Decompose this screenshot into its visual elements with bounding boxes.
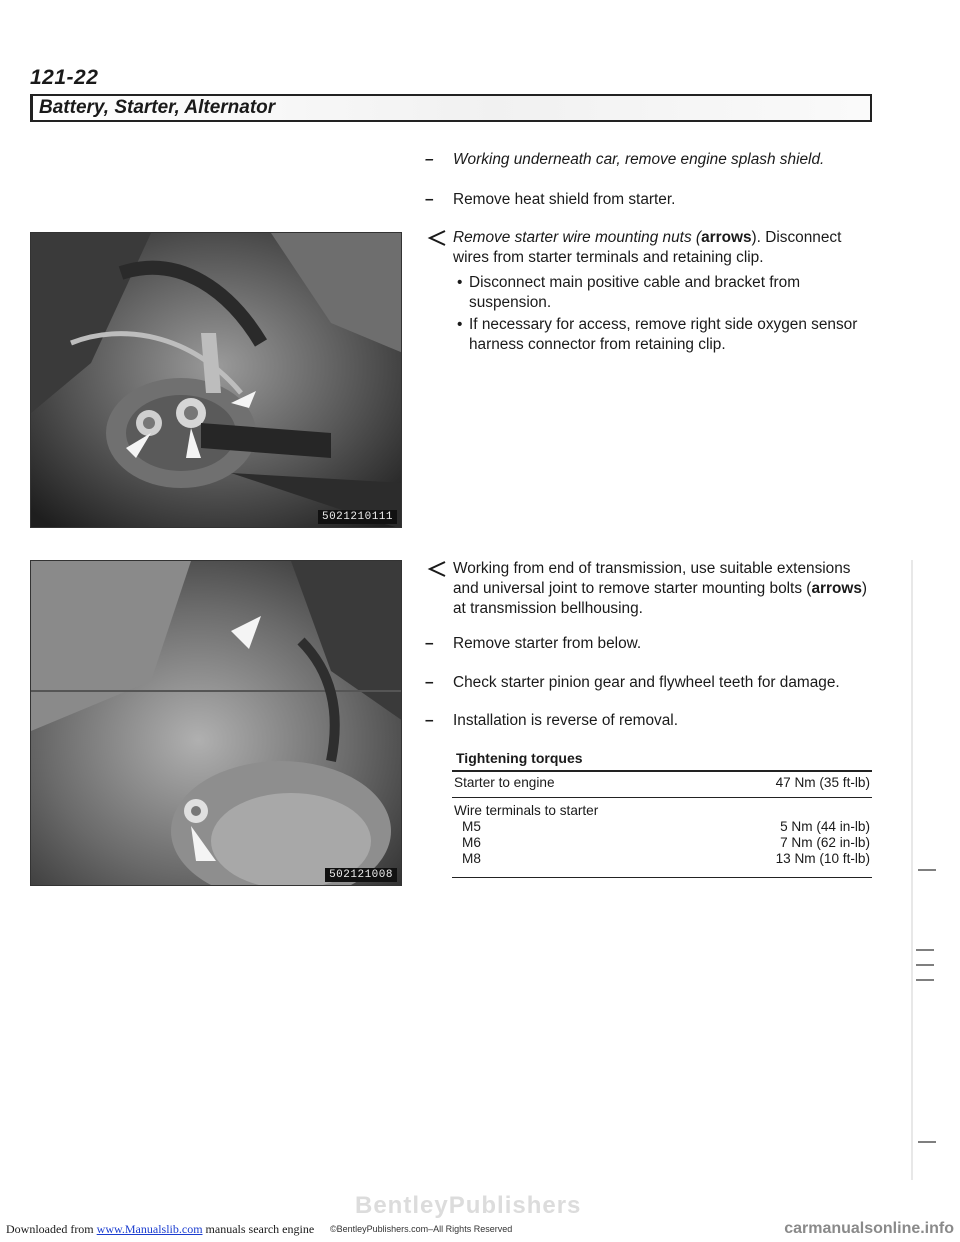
step-remove-heat-shield xyxy=(425,190,875,210)
download-footer xyxy=(6,1222,314,1237)
step-text-end: ). Disconnect wires from starter terminals and retaining clip. xyxy=(453,229,842,266)
bullet-marker: • xyxy=(457,316,463,333)
step-text-start: Remove starter wire mounting nuts ( xyxy=(453,229,702,246)
starter-mounting-bolts-photo xyxy=(30,560,402,886)
table-row xyxy=(452,819,872,835)
step-text: Remove heat shield from starter. xyxy=(453,191,676,208)
copyright-notice: ©BentleyPublishers.com–All Rights Reserved xyxy=(330,1224,513,1234)
table-row xyxy=(452,851,872,867)
torque-value: 5 Nm (44 in-lb) xyxy=(780,819,870,834)
torque-label: M8 xyxy=(462,851,481,866)
torque-label: Wire terminals to starter xyxy=(454,803,599,818)
torque-table-wire-terminals xyxy=(452,803,872,867)
table-row xyxy=(452,803,872,819)
torque-value: 7 Nm (62 in-lb) xyxy=(780,835,870,850)
left-arrow-icon xyxy=(427,229,447,253)
torque-label: Starter to engine xyxy=(454,775,555,790)
starter-photo-graphic xyxy=(31,233,402,528)
table-row xyxy=(452,775,872,791)
bullet-oxygen-sensor-connector xyxy=(425,315,875,355)
arrows-label: arrows xyxy=(811,580,862,597)
step-text: Working underneath car, remove engine splash shield. xyxy=(453,151,825,168)
step-text-end: ) at transmission bellhousing. xyxy=(453,580,868,617)
table-row xyxy=(452,835,872,851)
torque-label: M5 xyxy=(462,819,481,834)
section-title: Battery, Starter, Alternator xyxy=(39,97,276,118)
arrows-label: arrows xyxy=(701,229,752,246)
step-remove-starter xyxy=(425,634,875,654)
step-text-start: Working from end of transmission, use suitable extensions and universal joint to remove starter mounting bolts ( xyxy=(453,560,851,597)
site-watermark: carmanualsonline.info xyxy=(784,1220,954,1237)
torque-table-title: Tightening torques xyxy=(456,750,583,766)
scan-edge-marks xyxy=(900,560,940,1180)
publisher-watermark: BentleyPublishers xyxy=(355,1192,582,1219)
step-text: Installation is reverse of removal. xyxy=(453,712,678,729)
dash-marker: – xyxy=(425,635,434,652)
torque-bottom-rule xyxy=(452,877,872,878)
dash-marker: – xyxy=(425,191,434,208)
left-arrow-icon xyxy=(427,560,447,584)
step-installation xyxy=(425,711,875,731)
step-text: Check starter pinion gear and flywheel teeth for damage. xyxy=(453,674,840,691)
page-number: 121-22 xyxy=(30,66,99,89)
step-remove-splash-shield xyxy=(425,150,875,170)
torque-table xyxy=(452,775,872,791)
step-remove-wire-nuts xyxy=(425,228,875,268)
starter-wire-nuts-photo xyxy=(30,232,402,528)
photo-code-2: 502121008 xyxy=(325,868,397,882)
step-text: Remove starter from below. xyxy=(453,635,642,652)
bellhousing-photo-graphic xyxy=(31,561,402,886)
bullet-text: Disconnect main positive cable and bracket from suspension. xyxy=(469,274,801,311)
dash-marker: – xyxy=(425,674,434,691)
torque-value: 47 Nm (35 ft-lb) xyxy=(775,775,870,790)
manualslib-link[interactable]: www.Manualslib.com xyxy=(96,1222,203,1236)
bullet-disconnect-positive-cable xyxy=(425,273,875,313)
torque-mid-rule xyxy=(452,797,872,798)
torque-top-rule xyxy=(452,770,872,772)
bullet-text: If necessary for access, remove right side oxygen sensor harness connector from retaining clip. xyxy=(469,316,858,353)
dash-marker: – xyxy=(425,151,434,168)
step-remove-mounting-bolts xyxy=(425,559,875,619)
torque-label: M6 xyxy=(462,835,481,850)
download-prefix: Downloaded from xyxy=(6,1222,97,1236)
step-check-pinion-gear xyxy=(425,673,875,693)
bullet-marker: • xyxy=(457,274,463,291)
photo-code-1: 5021210111 xyxy=(318,510,397,524)
download-suffix: manuals search engine xyxy=(202,1222,315,1236)
dash-marker: – xyxy=(425,712,434,729)
torque-value: 13 Nm (10 ft-lb) xyxy=(775,851,870,866)
